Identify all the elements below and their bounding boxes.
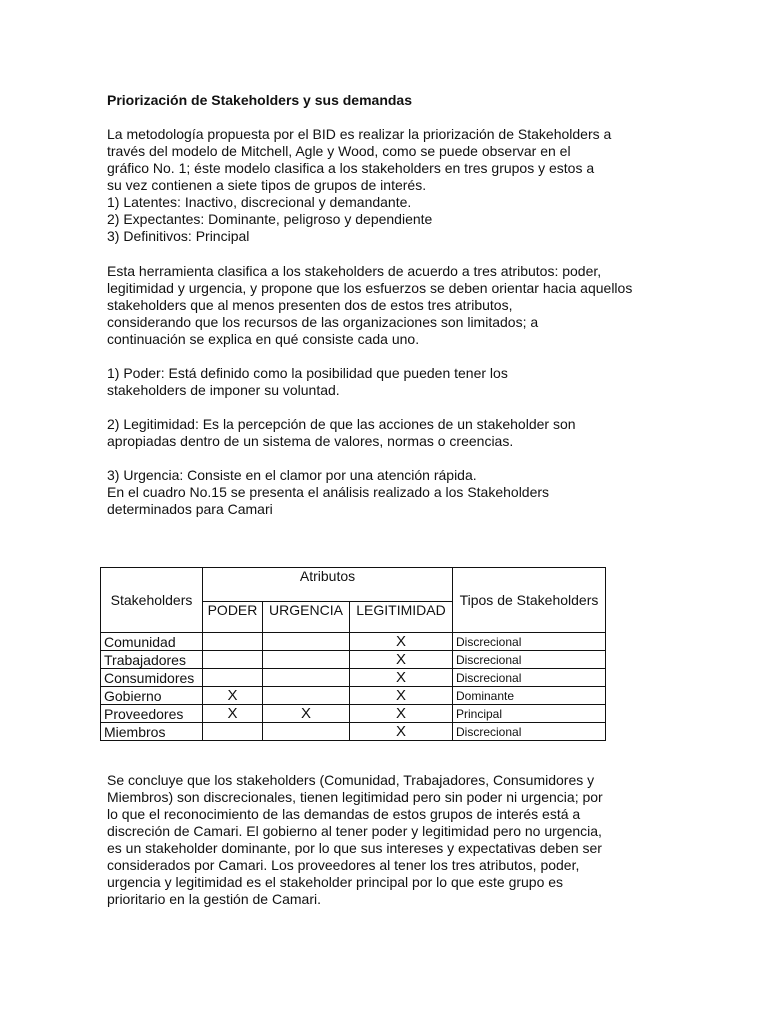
- text-line: continuación se explica en qué consiste cada uno.: [107, 331, 420, 347]
- urgencia-mark: [263, 633, 350, 651]
- table-row: [101, 705, 606, 723]
- text-line: 2) Legitimidad: Es la percepción de que las acciones de un stakeholder son: [107, 416, 576, 432]
- text-line: lo que el reconocimiento de las demandas de estos grupos de interés está a: [107, 806, 581, 822]
- stakeholder-name: Trabajadores: [101, 651, 203, 669]
- stakeholder-type: Dominante: [453, 687, 606, 705]
- stakeholder-type: Discrecional: [453, 723, 606, 741]
- legitimidad-mark: X: [350, 651, 453, 669]
- text-line: 1) Latentes: Inactivo, discrecional y demandante.: [107, 194, 412, 210]
- text-line: gráfico No. 1; éste modelo clasifica a los stakeholders en tres grupos y estos a: [107, 160, 595, 176]
- text-line: Miembros) son discrecionales, tienen legitimidad pero sin poder ni urgencia; por: [107, 789, 603, 805]
- table-row: [101, 651, 606, 669]
- text-line: apropiadas dentro de un sistema de valores, normas o creencias.: [107, 433, 514, 449]
- poder-mark: [203, 651, 263, 669]
- legitimidad-mark: X: [350, 669, 453, 687]
- paragraph-attributes: [107, 263, 632, 348]
- text-line: considerados por Camari. Los proveedores al tener los tres atributos, poder,: [107, 857, 580, 873]
- text-line: 3) Urgencia: Consiste en el clamor por una atención rápida.: [107, 467, 477, 483]
- urgencia-mark: X: [263, 705, 350, 723]
- legitimidad-mark: X: [350, 723, 453, 741]
- text-line: 1) Poder: Está definido como la posibilidad que pueden tener los: [107, 365, 508, 381]
- paragraph-conclusion: [107, 772, 603, 908]
- stakeholders-table: [100, 567, 606, 741]
- text-line: Esta herramienta clasifica a los stakeholders de acuerdo a tres atributos: poder,: [107, 263, 602, 279]
- text-line: 2) Expectantes: Dominante, peligroso y dependiente: [107, 211, 433, 227]
- poder-mark: [203, 633, 263, 651]
- legitimidad-mark: X: [350, 633, 453, 651]
- text-line: La metodología propuesta por el BID es realizar la priorización de Stakeholders a: [107, 126, 612, 142]
- text-line: stakeholders de imponer su voluntad.: [107, 382, 340, 398]
- legitimidad-mark: X: [350, 687, 453, 705]
- header-legitimidad: LEGITIMIDAD: [350, 602, 453, 633]
- stakeholder-name: Miembros: [101, 723, 203, 741]
- text-line: su vez contienen a siete tipos de grupos de interés.: [107, 177, 427, 193]
- poder-mark: X: [203, 687, 263, 705]
- text-line: En el cuadro No.15 se presenta el análisis realizado a los Stakeholders: [107, 484, 550, 500]
- paragraph-methodology: [107, 126, 611, 245]
- paragraph-poder: [107, 365, 508, 399]
- table-row: [101, 633, 606, 651]
- table-row: [101, 669, 606, 687]
- poder-mark: X: [203, 705, 263, 723]
- stakeholder-type: Principal: [453, 705, 606, 723]
- header-urgencia: URGENCIA: [263, 602, 350, 633]
- text-line: discreción de Camari. El gobierno al tener poder y legitimidad pero no urgencia,: [107, 823, 602, 839]
- urgencia-mark: [263, 651, 350, 669]
- stakeholder-name: Proveedores: [101, 705, 203, 723]
- paragraph-legitimidad: [107, 416, 576, 450]
- stakeholder-name: Gobierno: [101, 687, 203, 705]
- text-line: determinados para Camari: [107, 501, 273, 517]
- text-line: es un stakeholder dominante, por lo que sus intereses y expectativas deben ser: [107, 840, 602, 856]
- text-line: 3) Definitivos: Principal: [107, 228, 250, 244]
- table-row: [101, 723, 606, 741]
- urgencia-mark: [263, 687, 350, 705]
- text-line: urgencia y legitimidad es el stakeholder principal por lo que este grupo es: [107, 874, 564, 890]
- poder-mark: [203, 669, 263, 687]
- text-line: considerando que los recursos de las organizaciones son limitados; a: [107, 314, 539, 330]
- text-line: legitimidad y urgencia, y propone que los esfuerzos se deben orientar hacia aquellos: [107, 280, 633, 296]
- text-line: stakeholders que al menos presenten dos de estos tres atributos,: [107, 297, 513, 313]
- header-poder: PODER: [203, 602, 263, 633]
- header-atributos: Atributos: [203, 568, 453, 602]
- stakeholder-type: Discrecional: [453, 633, 606, 651]
- stakeholder-name: Comunidad: [101, 633, 203, 651]
- text-line: través del modelo de Mitchell, Agle y Wood, como se puede observar en el: [107, 143, 571, 159]
- stakeholder-type: Discrecional: [453, 669, 606, 687]
- text-line: Se concluye que los stakeholders (Comunidad, Trabajadores, Consumidores y: [107, 772, 595, 788]
- document-title: Priorización de Stakeholders y sus demandas: [107, 92, 412, 108]
- header-tipos: Tipos de Stakeholders: [453, 568, 606, 633]
- header-stakeholders: Stakeholders: [101, 568, 203, 633]
- urgencia-mark: [263, 669, 350, 687]
- poder-mark: [203, 723, 263, 741]
- paragraph-urgencia: [107, 467, 549, 518]
- urgencia-mark: [263, 723, 350, 741]
- text-line: prioritario en la gestión de Camari.: [107, 891, 321, 907]
- table-row: [101, 687, 606, 705]
- stakeholder-type: Discrecional: [453, 651, 606, 669]
- legitimidad-mark: X: [350, 705, 453, 723]
- stakeholder-name: Consumidores: [101, 669, 203, 687]
